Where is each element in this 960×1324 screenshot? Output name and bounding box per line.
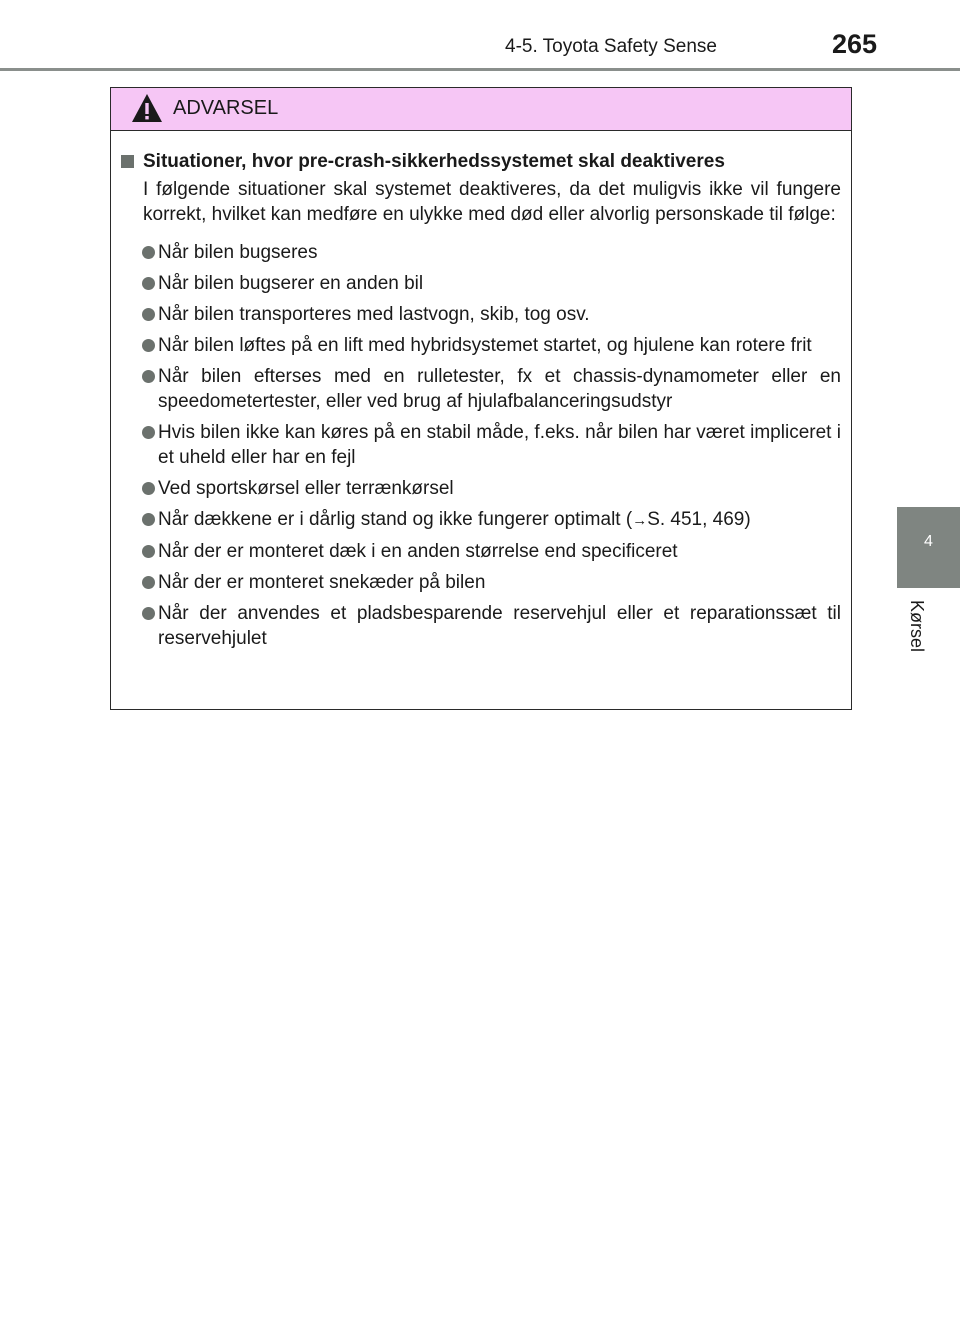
bullet-dot-icon xyxy=(142,426,155,439)
list-item xyxy=(118,570,841,595)
chapter-title-text: Kørsel xyxy=(907,600,927,653)
list-item xyxy=(118,333,841,358)
warning-subheading xyxy=(118,149,841,174)
list-item-text: Når bilen transporteres med lastvogn, skib, tog osv. xyxy=(158,304,590,325)
page-reference[interactable]: S. 451, 469) xyxy=(647,509,751,530)
bullet-dot-icon xyxy=(142,545,155,558)
list-item-text: Når bilen bugseres xyxy=(158,242,318,263)
list-item xyxy=(118,364,841,414)
list-item xyxy=(118,507,841,533)
bullet-dot-icon xyxy=(142,370,155,383)
warning-box xyxy=(110,87,852,710)
warning-bullet-list xyxy=(118,240,841,651)
list-item-text: Når bilen bugserer en anden bil xyxy=(158,273,424,294)
header-divider xyxy=(0,68,960,71)
bullet-dot-icon xyxy=(142,339,155,352)
chapter-title xyxy=(903,600,933,660)
list-item-text: Når der er monteret snekæder på bilen xyxy=(158,572,486,593)
warning-triangle-icon xyxy=(131,93,163,123)
bullet-dot-icon xyxy=(142,277,155,290)
warning-intro: I følgende situationer skal systemet deaktiveres, da det muligvis ikke vil fungere korrekt, hvilket kan medføre en ulykke med død eller alvorlig personskade til følge: xyxy=(143,179,841,225)
bullet-dot-icon xyxy=(142,308,155,321)
list-item-text: Hvis bilen ikke kan køres på en stabil måde, f.eks. når bilen har været impliceret i et uheld eller har en fejl xyxy=(158,422,841,468)
section-title: 4-5. Toyota Safety Sense xyxy=(505,36,717,57)
chapter-tab[interactable] xyxy=(897,507,960,588)
bullet-dot-icon xyxy=(142,482,155,495)
list-item xyxy=(118,539,841,564)
list-item xyxy=(118,476,841,501)
bullet-dot-icon xyxy=(142,513,155,526)
list-item-text: Når dækkene er i dårlig stand og ikke fungerer optimalt ( xyxy=(158,509,633,530)
chapter-number: 4 xyxy=(924,533,933,550)
list-item xyxy=(118,302,841,327)
warning-header xyxy=(111,88,851,131)
bullet-dot-icon xyxy=(142,607,155,620)
list-item-text: Når bilen løftes på en lift med hybridsystemet startet, og hjulene kan rotere frit xyxy=(158,335,812,356)
list-item-text: Når bilen efterses med en rulletester, fx et chassis-dynamometer eller en speedometertester, eller ved brug af hjulafbalanceringsudstyr xyxy=(158,366,841,412)
list-item-text: Når der er monteret dæk i en anden størrelse end specificeret xyxy=(158,541,678,562)
bullet-dot-icon xyxy=(142,246,155,259)
list-item xyxy=(118,420,841,470)
list-item xyxy=(118,271,841,296)
list-item xyxy=(118,601,841,651)
list-item xyxy=(118,240,841,265)
warning-label: ADVARSEL xyxy=(173,97,279,119)
list-item-text: Når der anvendes et pladsbesparende reservehjul eller et reparationssæt til reservehjulet xyxy=(158,603,841,649)
page-number: 265 xyxy=(832,29,878,59)
warning-subheading-text: Situationer, hvor pre-crash-sikkerhedssystemet skal deaktiveres xyxy=(143,151,725,172)
square-bullet-icon xyxy=(121,155,134,168)
warning-body xyxy=(111,131,851,651)
bullet-dot-icon xyxy=(142,576,155,589)
list-item-text: Ved sportskørsel eller terrænkørsel xyxy=(158,478,454,499)
arrow-ref-icon: → xyxy=(632,512,648,529)
